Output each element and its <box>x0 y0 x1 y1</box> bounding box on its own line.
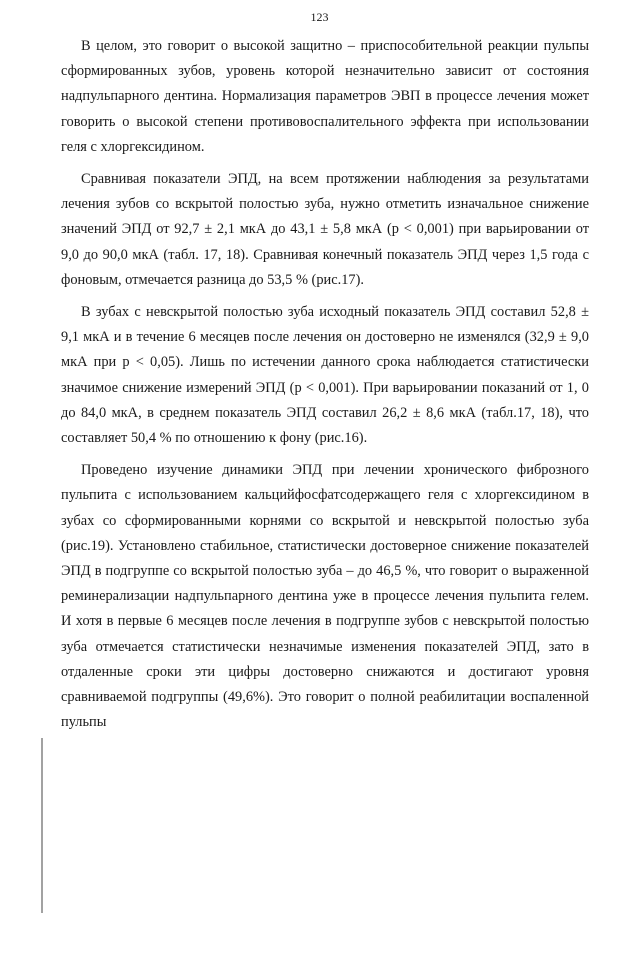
document-body <box>61 34 589 735</box>
paragraph-3: В зубах с невскрытой полостью зуба исходный показатель ЭПД составил 52,8 ± 9,1 мкА и в течение 6 месяцев после лечения он достоверно не изменялся (32,9 ± 9,0 мкА при p < 0,05). Лишь по истечении данного срока наблюдается статистически значимое снижение измерений ЭПД (p < 0,001). При варьировании показаний от 1, 0 до 84,0 мкА, в среднем показатель ЭПД составил 26,2 ± 8,6 мкА (табл.17, 18), что составляет 50,4 % по отношению к фону (рис.16). <box>61 304 589 447</box>
page-number: 123 <box>310 10 329 24</box>
paragraph-4: Проведено изучение динамики ЭПД при лечении хронического фиброзного пульпита с использованием кальцийфосфатсодержащего геля с хлоргексидином в зубах со сформированными корнями со вскрытой и невскрытой полостью зуба (рис.19). Установлено стабильное, статистически достоверное снижение показателей ЭПД в подгруппе со вскрытой полостью зуба – до 46,5 %, что говорит о выраженной реминерализации надпульпарного дентина уже в процессе лечения пульпита гелем. И хотя в первые 6 месяцев после лечения в подгруппе зубов с невскрытой полостью зуба отмечается статистически незначимые изменения показателей ЭПД, зато в отдаленные сроки эти цифры достоверно снижаются и достигают уровня сравниваемой подгруппы (49,6%). Это говорит о полной реабилитации воспаленной пульпы <box>61 462 589 731</box>
paragraph-1: В целом, это говорит о высокой защитно – приспособительной реакции пульпы сформированных зубов, уровень которой незначительно зависит от состояния надпульпарного дентина. Нормализация параметров ЭВП в процессе лечения может говорить о высокой степени противовоспалительного эффекта при использовании геля с хлоргексидином. <box>61 38 589 155</box>
scan-margin-mark <box>41 738 43 913</box>
paragraph-2: Сравнивая показатели ЭПД, на всем протяжении наблюдения за результатами лечения зубов со вскрытой полостью зуба, нужно отметить изначальное снижение значений ЭПД от 92,7 ± 2,1 мкА до 43,1 ± 5,8 мкА (p < 0,001) при варьировании от 9,0 до 90,0 мкА (табл. 17, 18). Сравнивая конечный показатель ЭПД через 1,5 года с фоновым, отмечается разница до 53,5 % (рис.17). <box>61 171 589 288</box>
